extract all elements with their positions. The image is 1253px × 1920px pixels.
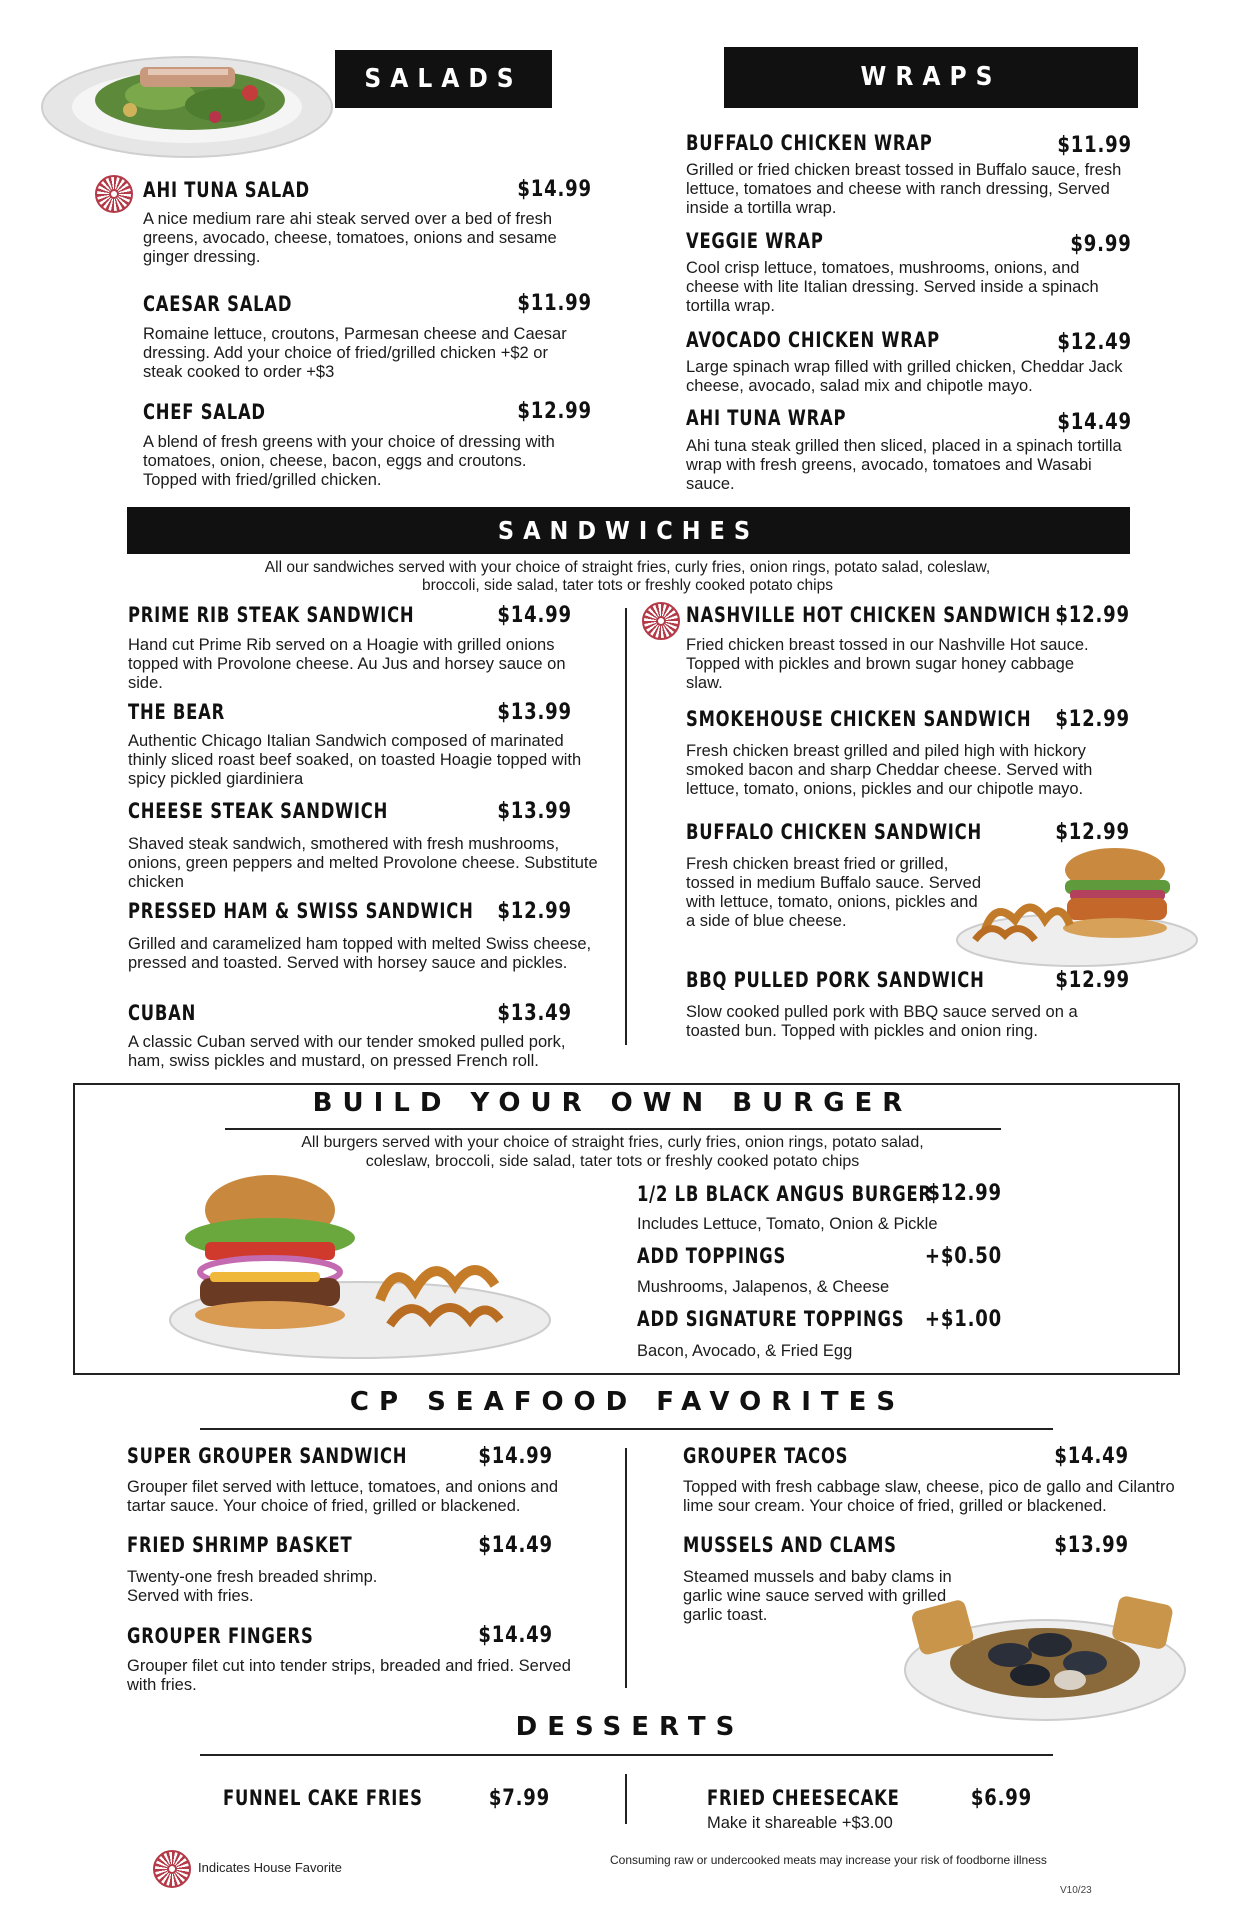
menu-item-price: $12.99 xyxy=(1055,820,1130,845)
house-favorite-legend: Indicates House Favorite xyxy=(198,1860,342,1875)
menu-item-price: $11.99 xyxy=(1057,133,1132,158)
menu-item-name: ADD SIGNATURE TOPPINGS xyxy=(637,1307,905,1331)
menu-item-price: $12.49 xyxy=(1057,330,1132,355)
desserts-section-title: DESSERTS xyxy=(515,1712,745,1742)
menu-item-price: +$0.50 xyxy=(924,1244,1002,1269)
menu-item-description: Fresh chicken breast grilled and piled high with hickory smoked bacon and sharp Cheddar cheese. Served with lettuce, tomato, onions, pickles and our chipotle mayo. xyxy=(686,742,1093,798)
menu-item-price: $6.99 xyxy=(970,1786,1032,1811)
menu-item-description: Topped with fresh cabbage slaw, cheese, pico de gallo and Cilantro lime sour cream. Your choice of fried, grilled or blackened. xyxy=(683,1478,1175,1515)
seafood-column-divider xyxy=(625,1448,627,1688)
menu-item-name: 1/2 LB BLACK ANGUS BURGER xyxy=(637,1182,932,1206)
menu-item-price: $11.99 xyxy=(517,291,592,316)
menu-item-description: Cool crisp lettuce, tomatoes, mushrooms, onions, and cheese with lite Italian dressing. Served inside a spinach tortilla wrap. xyxy=(686,259,1099,315)
menu-item-description: Includes Lettuce, Tomato, Onion & Pickle xyxy=(637,1215,938,1233)
menu-item-name: NASHVILLE HOT CHICKEN SANDWICH xyxy=(686,603,1052,627)
menu-item-description: Twenty-one fresh breaded shrimp. Served with fries. xyxy=(127,1568,378,1605)
menu-item-name: GROUPER FINGERS xyxy=(127,1624,314,1648)
menu-item-name: SMOKEHOUSE CHICKEN SANDWICH xyxy=(686,707,1032,731)
menu-item-description: Bacon, Avocado, & Fried Egg xyxy=(637,1342,853,1360)
menu-item-name: FRIED SHRIMP BASKET xyxy=(127,1533,353,1557)
menu-item-description: A classic Cuban served with our tender smoked pulled pork, ham, swiss pickles and mustard, on pressed French roll. xyxy=(128,1033,566,1070)
menu-item-name: BBQ PULLED PORK SANDWICH xyxy=(686,968,985,992)
menu-item-price: $9.99 xyxy=(1070,232,1132,257)
menu-item-name: FUNNEL CAKE FRIES xyxy=(223,1786,423,1810)
seafood-section-title: CP SEAFOOD FAVORITES xyxy=(349,1387,906,1417)
menu-item-price: $14.49 xyxy=(478,1533,553,1558)
sandwiches-note: All our sandwiches served with your choice of straight fries, curly fries, onion rings, potato salad, coleslaw, broccoli, side salad, tater tots or freshly cooked potato chips xyxy=(264,559,991,594)
menu-item-name: BUFFALO CHICKEN SANDWICH xyxy=(686,820,982,844)
menu-item-name: CAESAR SALAD xyxy=(143,292,293,316)
menu-item-price: $14.49 xyxy=(1054,1444,1129,1469)
menu-item-name: AHI TUNA SALAD xyxy=(143,178,310,202)
menu-item-price: $12.99 xyxy=(1055,603,1130,628)
buffalo-chicken-sandwich-photo xyxy=(955,840,1200,970)
menu-item-price: $14.49 xyxy=(1057,410,1132,435)
menu-item-description: Grilled or fried chicken breast tossed in Buffalo sauce, fresh lettuce, tomatoes and cheese with ranch dressing, Served inside a tortilla wrap. xyxy=(686,161,1122,217)
menu-item-name: AHI TUNA WRAP xyxy=(686,406,847,430)
desserts-title-rule xyxy=(200,1754,1053,1756)
menu-item-name: ADD TOPPINGS xyxy=(637,1244,787,1268)
version-label: V10/23 xyxy=(1060,1885,1092,1896)
menu-item-description: Shaved steak sandwich, smothered with fresh mushrooms, onions, green peppers and melted Provolone cheese. Substitute chicken xyxy=(128,835,598,891)
menu-item-description: Fresh chicken breast fried or grilled, tossed in medium Buffalo sauce. Served with lettuce, tomato, onions, pickles and a side of blue cheese. xyxy=(686,855,982,930)
menu-item-name: SUPER GROUPER SANDWICH xyxy=(127,1444,408,1468)
menu-item-price: $13.49 xyxy=(497,1001,572,1026)
menu-item-price: $12.99 xyxy=(1055,707,1130,732)
menu-item-price: $12.99 xyxy=(927,1181,1002,1206)
sandwiches-banner: SANDWICHES xyxy=(127,507,1130,554)
salads-banner: SALADS xyxy=(335,50,552,108)
menu-item-description: Authentic Chicago Italian Sandwich composed of marinated thinly sliced roast beef soaked, on toasted Hoagie topped with spicy pickled giardiniera xyxy=(128,732,582,788)
burger-title-rule xyxy=(225,1128,1001,1130)
menu-item-description: A blend of fresh greens with your choice of dressing with tomatoes, onion, cheese, bacon, eggs and croutons. Topped with fried/grilled chicken. xyxy=(143,433,555,489)
menu-item-name: AVOCADO CHICKEN WRAP xyxy=(686,328,940,352)
foodborne-illness-warning: Consuming raw or undercooked meats may increase your risk of foodborne illness xyxy=(610,1853,1047,1867)
wraps-section xyxy=(686,128,1132,498)
menu-item-name: PRIME RIB STEAK SANDWICH xyxy=(128,603,415,627)
menu-item-description: Mushrooms, Jalapenos, & Cheese xyxy=(637,1278,890,1296)
house-favorite-legend-dartboard-icon xyxy=(153,1850,191,1888)
house-favorite-dartboard-icon xyxy=(642,602,680,640)
menu-item-description: Hand cut Prime Rib served on a Hoagie with grilled onions topped with Provolone cheese. Au Jus and horsey sauce on side. xyxy=(128,636,566,692)
menu-item-name: CHEESE STEAK SANDWICH xyxy=(128,799,389,823)
salads-section xyxy=(95,170,595,500)
menu-item-price: $7.99 xyxy=(488,1786,550,1811)
menu-item-name: GROUPER TACOS xyxy=(683,1444,849,1468)
menu-item-name: PRESSED HAM & SWISS SANDWICH xyxy=(128,899,474,923)
menu-item-price: $14.49 xyxy=(478,1623,553,1648)
menu-item-name: MUSSELS AND CLAMS xyxy=(683,1533,897,1557)
menu-item-price: $13.99 xyxy=(497,700,572,725)
burger-photo xyxy=(160,1160,555,1360)
menu-item-price: $14.99 xyxy=(517,177,592,202)
burger-section-title: BUILD YOUR OWN BURGER xyxy=(312,1088,913,1118)
wraps-banner: WRAPS xyxy=(724,47,1138,108)
sandwiches-right-column xyxy=(642,600,1132,1050)
menu-item-description: Make it shareable +$3.00 xyxy=(707,1814,893,1832)
mussels-and-clams-photo xyxy=(900,1575,1190,1725)
menu-item-price: $13.99 xyxy=(1054,1533,1129,1558)
menu-item-name: FRIED CHEESECAKE xyxy=(707,1786,900,1810)
menu-item-price: $12.99 xyxy=(517,399,592,424)
menu-item-description: Grouper filet served with lettuce, tomatoes, and onions and tartar sauce. Your choice of fried, grilled or blackened. xyxy=(127,1478,559,1515)
menu-item-description: Large spinach wrap filled with grilled chicken, Cheddar Jack cheese, avocado, salad mix and chipotle mayo. xyxy=(686,358,1123,395)
menu-item-description: Steamed mussels and baby clams in garlic wine sauce served with grilled garlic toast. xyxy=(683,1568,952,1624)
menu-item-price: $12.99 xyxy=(1055,968,1130,993)
menu-item-name: THE BEAR xyxy=(128,700,225,724)
burger-items xyxy=(637,1178,1002,1368)
seafood-title-rule xyxy=(200,1428,1053,1430)
menu-item-description: Romaine lettuce, croutons, Parmesan cheese and Caesar dressing. Add your choice of fried/grilled chicken +$2 or steak cooked to order +$3 xyxy=(143,325,567,381)
desserts-column-divider xyxy=(625,1774,627,1824)
burger-note: All burgers served with your choice of straight fries, curly fries, onion rings, potato salad, coleslaw, broccoli, side salad, tater tots or freshly cooked potato chips xyxy=(301,1134,924,1170)
menu-item-price: $14.99 xyxy=(497,603,572,628)
menu-item-name: VEGGIE WRAP xyxy=(686,229,824,253)
menu-item-price: $12.99 xyxy=(497,899,572,924)
seafood-left-column xyxy=(127,1440,597,1700)
menu-item-description: Slow cooked pulled pork with BBQ sauce served on a toasted bun. Topped with pickles and onion ring. xyxy=(686,1003,1078,1040)
menu-item-description: Fried chicken breast tossed in our Nashville Hot sauce. Topped with pickles and brown sugar honey cabbage slaw. xyxy=(686,636,1089,692)
menu-item-description: Ahi tuna steak grilled then sliced, placed in a spinach tortilla wrap with fresh greens, avocado, tomatoes and Wasabi sauce. xyxy=(686,437,1122,493)
menu-item-description: Grilled and caramelized ham topped with melted Swiss cheese, pressed and toasted. Served with horsey sauce and pickles. xyxy=(128,935,592,972)
house-favorite-dartboard-icon xyxy=(95,175,133,213)
menu-item-name: CHEF SALAD xyxy=(143,400,266,424)
menu-item-price: $13.99 xyxy=(497,799,572,824)
menu-item-name: BUFFALO CHICKEN WRAP xyxy=(686,131,933,155)
menu-item-name: CUBAN xyxy=(128,1001,197,1025)
sandwiches-left-column xyxy=(128,600,598,1075)
menu-item-price: +$1.00 xyxy=(924,1307,1002,1332)
sandwiches-column-divider xyxy=(625,608,627,1045)
menu-item-price: $14.99 xyxy=(478,1444,553,1469)
menu-item-description: A nice medium rare ahi steak served over a bed of fresh greens, avocado, cheese, tomatoes, onions and sesame ginger dressing. xyxy=(143,210,557,266)
menu-item-description: Grouper filet cut into tender strips, breaded and fried. Served with fries. xyxy=(127,1657,571,1694)
salad-photo xyxy=(40,45,335,160)
